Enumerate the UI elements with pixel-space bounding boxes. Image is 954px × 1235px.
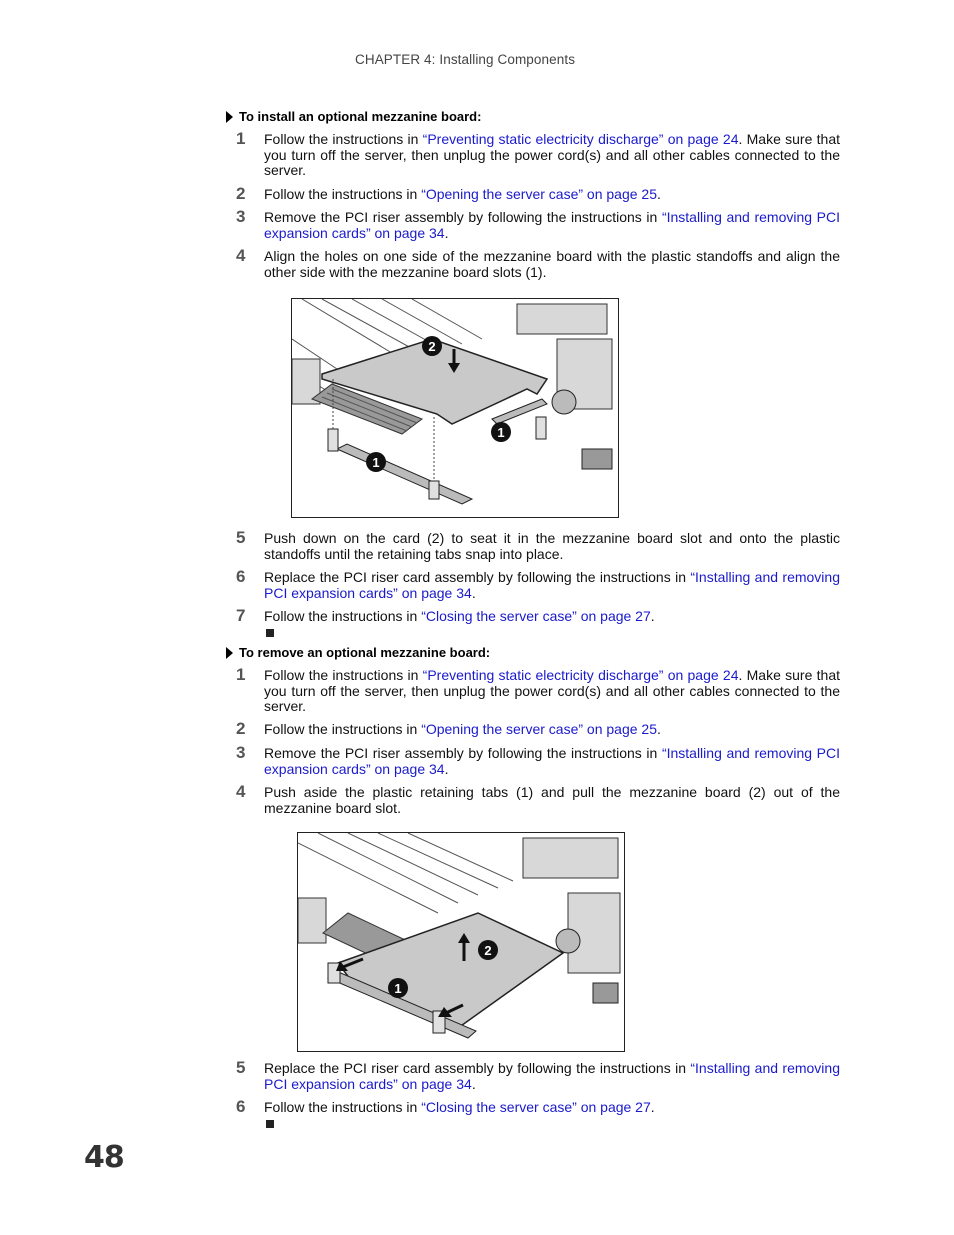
step-text: . (444, 224, 449, 241)
callout-2 (422, 336, 442, 356)
callout-1 (388, 978, 408, 998)
callout-1 (366, 452, 386, 472)
cross-reference-link[interactable]: “Installing and removing PCI expansion cards” on page 34 (264, 1060, 840, 1092)
remove-procedure-heading (226, 645, 490, 660)
triangle-bullet-icon (226, 647, 233, 659)
cross-reference-link[interactable]: “Preventing static electricity discharge” on page 24 (422, 667, 739, 683)
svg-text:1: 1 (372, 455, 380, 470)
step-number: 6 (236, 1097, 246, 1116)
step-text: . (471, 584, 476, 601)
step-text: . Make sure that you turn off the server, then unplug the power cord(s) and all other cables connected to the server. (264, 131, 840, 178)
step-number: 2 (236, 719, 246, 738)
svg-text:1: 1 (394, 981, 402, 996)
step-text: Follow the instructions in (264, 131, 423, 147)
cross-reference-link[interactable]: “Installing and removing PCI expansion cards” on page 34 (264, 209, 840, 241)
step-number: 3 (236, 207, 246, 226)
step-text: Push aside the plastic retaining tabs (1) and pull the mezzanine board (2) out of the mezzanine board slot. (264, 784, 840, 816)
step-text: . (657, 186, 661, 202)
step-text: . Make sure that you turn off the server, then unplug the power cord(s) and all other cables connected to the server. (264, 667, 840, 714)
step-text: Replace the PCI riser card assembly by following the instructions in (264, 569, 691, 585)
install-procedure-heading (226, 109, 481, 124)
end-of-procedure-icon (266, 1120, 274, 1128)
cross-reference-link[interactable]: “Opening the server case” on page 25 (421, 721, 657, 737)
step-number: 7 (236, 606, 246, 625)
chapter-header: CHAPTER 4: Installing Components (355, 52, 576, 67)
callout-2 (478, 940, 498, 960)
step-text: Push down on the card (2) to seat it in the mezzanine board slot and onto the plastic standoffs until the retaining tabs snap into place. (264, 530, 840, 562)
step-text: Replace the PCI riser card assembly by following the instructions in (264, 1060, 691, 1076)
step-text: Follow the instructions in (264, 186, 422, 202)
cross-reference-link[interactable]: “Closing the server case” on page 27 (421, 1099, 651, 1115)
step-text: Remove the PCI riser assembly by following the instructions in (264, 209, 662, 225)
triangle-bullet-icon (226, 111, 233, 123)
step-number: 5 (236, 1058, 246, 1077)
step-number: 6 (236, 567, 246, 586)
step-text: Follow the instructions in (264, 721, 422, 737)
svg-text:1: 1 (497, 425, 505, 440)
step-number: 4 (236, 246, 246, 265)
callout-1 (491, 422, 511, 442)
page-number: 48 (84, 1140, 124, 1175)
cross-reference-link[interactable]: “Closing the server case” on page 27 (421, 608, 651, 624)
step-text: Align the holes on one side of the mezzanine board with the plastic standoffs and align the other side with the mezzanine board slots (1). (264, 248, 840, 280)
svg-text:2: 2 (484, 943, 492, 958)
step-text: Follow the instructions in (264, 667, 423, 683)
remove-mezzanine-figure (297, 832, 625, 1052)
install-mezzanine-figure (291, 298, 619, 518)
step-text: Follow the instructions in (264, 1099, 422, 1115)
step-text: . (657, 721, 661, 737)
step-number: 2 (236, 184, 246, 203)
step-text: . (650, 1099, 655, 1115)
step-number: 4 (236, 782, 246, 801)
end-of-procedure-icon (266, 629, 274, 637)
cross-reference-link[interactable]: “Opening the server case” on page 25 (421, 186, 657, 202)
remove-procedure-title: To remove an optional mezzanine board: (239, 645, 491, 660)
step-number: 1 (236, 129, 246, 148)
cross-reference-link[interactable]: “Preventing static electricity discharge” on page 24 (422, 131, 739, 147)
step-text: Remove the PCI riser assembly by following the instructions in (264, 745, 662, 761)
install-procedure-title: To install an optional mezzanine board: (239, 109, 482, 124)
step-text: . (471, 1075, 476, 1092)
step-text: . (650, 608, 655, 624)
step-number: 1 (236, 665, 246, 684)
step-text: Follow the instructions in (264, 608, 422, 624)
svg-text:2: 2 (428, 339, 436, 354)
step-text: . (444, 760, 449, 777)
cross-reference-link[interactable]: “Installing and removing PCI expansion cards” on page 34 (264, 745, 840, 777)
cross-reference-link[interactable]: “Installing and removing PCI expansion cards” on page 34 (264, 569, 840, 601)
step-number: 3 (236, 743, 246, 762)
step-number: 5 (236, 528, 246, 547)
